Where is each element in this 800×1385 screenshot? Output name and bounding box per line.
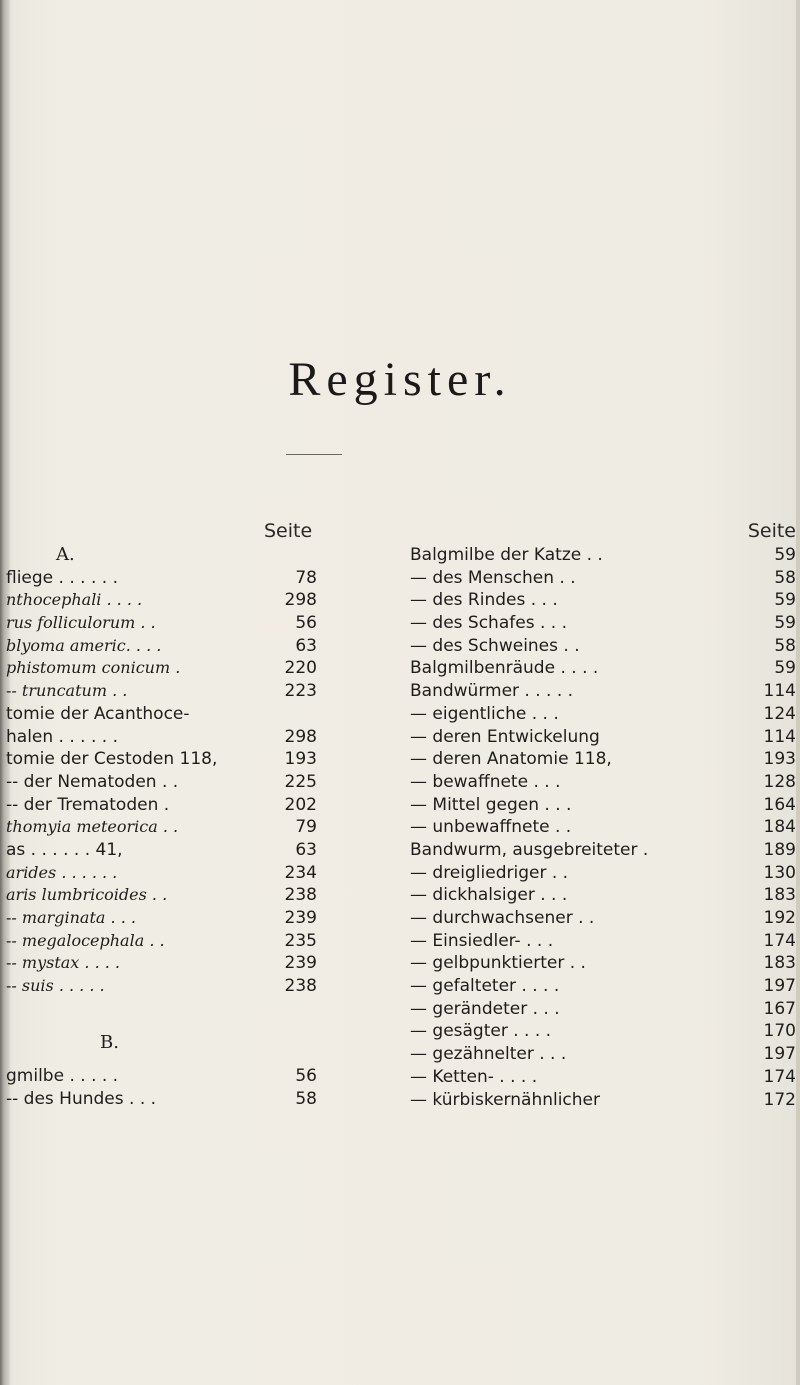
index-entry — [0, 975, 400, 998]
entry-page-number: 167 — [763, 998, 796, 1019]
entry-term: nthocephali . . . . — [6, 590, 143, 610]
index-entry — [410, 1066, 796, 1089]
right-entries — [410, 544, 796, 1111]
entry-term: — dickhalsiger . . . — [410, 885, 568, 906]
entry-term: — Mittel gegen . . . — [410, 794, 572, 815]
entry-term: — kürbiskernähnlicher — [410, 1089, 601, 1110]
index-entry — [410, 952, 796, 975]
entry-page-number: 79 — [295, 817, 317, 838]
index-entry — [410, 680, 796, 703]
entry-page-number: 172 — [763, 1089, 796, 1110]
entry-term: -- megalocephala . . — [6, 930, 165, 950]
index-entry — [410, 1089, 796, 1112]
entry-page-number: 238 — [284, 976, 317, 997]
entry-page-number: 189 — [763, 839, 796, 860]
index-entry — [0, 794, 400, 817]
entry-page-number: 114 — [763, 726, 796, 747]
column-header-seite: Seite — [747, 520, 796, 542]
entry-term: -- mystax . . . . — [6, 953, 120, 973]
entry-page-number: 235 — [284, 930, 317, 951]
entry-page-number: 192 — [763, 908, 796, 928]
index-entry — [0, 952, 400, 975]
entry-term: — gerändeter . . . — [410, 998, 560, 1019]
entry-term: -- truncatum . . — [6, 681, 128, 701]
entry-term: -- der Trematoden . — [6, 794, 170, 815]
entry-term: -- suis . . . . . — [6, 976, 105, 996]
entry-page-number: 174 — [763, 1066, 796, 1087]
entry-term: fliege . . . . . . — [6, 567, 118, 588]
index-entry — [410, 635, 796, 658]
index-entry — [410, 862, 796, 885]
index-entry — [0, 839, 400, 862]
entry-page-number: 63 — [295, 635, 317, 656]
index-entry — [410, 839, 796, 862]
entry-term: rus folliculorum . . — [6, 613, 156, 633]
left-entries — [0, 544, 400, 1111]
entry-term: — gezähnelter . . . — [410, 1044, 567, 1065]
entry-term: Bandwürmer . . . . . — [410, 681, 574, 702]
entry-term: — gelbpunktierter . . — [410, 953, 586, 974]
index-entry — [410, 771, 796, 794]
entry-page-number: 234 — [284, 862, 317, 883]
entry-term: — Ketten- . . . . — [410, 1066, 538, 1087]
index-entry — [0, 907, 400, 930]
entry-page-number: 59 — [774, 613, 796, 634]
index-entry — [410, 612, 796, 635]
index-entry — [410, 544, 796, 567]
index-entry — [410, 794, 796, 817]
entry-term: arides . . . . . . — [6, 862, 118, 882]
entry-page-number: 174 — [763, 930, 796, 951]
index-entry — [0, 726, 400, 749]
index-entry — [0, 567, 400, 590]
entry-term: — deren Anatomie 118, — [410, 749, 612, 770]
entry-term: — des Menschen . . — [410, 567, 576, 588]
entry-page-number: 58 — [774, 567, 796, 588]
entry-page-number: 184 — [763, 817, 796, 838]
entry-page-number: 220 — [284, 658, 317, 679]
entry-page-number: 130 — [763, 862, 796, 883]
entry-page-number: 225 — [284, 771, 317, 792]
index-entry — [410, 589, 796, 612]
entry-page-number: 238 — [284, 885, 317, 906]
page-right-edge — [796, 0, 800, 1385]
entry-term: Balgmilbe der Katze . . — [410, 545, 603, 565]
index-entry — [410, 907, 796, 930]
index-entry — [410, 816, 796, 839]
index-entry — [410, 657, 796, 680]
entry-term: tomie der Acanthoce- — [6, 703, 190, 724]
entry-page-number: 58 — [774, 635, 796, 656]
index-entry — [0, 930, 400, 953]
entry-term: as . . . . . . 41, — [6, 839, 123, 860]
entry-page-number: 124 — [763, 703, 796, 724]
entry-page-number: 239 — [284, 908, 317, 928]
entry-term: -- marginata . . . — [6, 908, 136, 927]
entry-term: phistomum conicum . — [6, 658, 181, 678]
entry-term: Bandwurm, ausgebreiteter . — [410, 839, 649, 860]
index-entry — [0, 1088, 400, 1111]
entry-page-number: 223 — [284, 681, 317, 702]
entry-term: — des Schafes . . . — [410, 613, 567, 634]
entry-page-number: 78 — [295, 567, 317, 588]
entry-page-number: 183 — [763, 885, 796, 906]
index-entry — [0, 816, 400, 839]
entry-page-number: 298 — [284, 726, 317, 747]
entry-page-number: 59 — [774, 590, 796, 611]
entry-page-number: 164 — [763, 794, 796, 815]
index-entry — [410, 1043, 796, 1066]
title-rule — [286, 454, 342, 455]
entry-term: — gesägter . . . . — [410, 1021, 552, 1042]
entry-term: — gefalteter . . . . — [410, 976, 560, 997]
index-entry — [410, 1020, 796, 1043]
entry-term: — deren Entwickelung — [410, 726, 600, 747]
entry-page-number: 59 — [774, 658, 796, 679]
entry-term: -- des Hundes . . . — [6, 1089, 157, 1110]
entry-term: — eigentliche . . . — [410, 703, 559, 724]
entry-term: thomyia meteorica . . — [6, 817, 179, 837]
index-entry — [410, 567, 796, 590]
entry-term: — bewaffnete . . . — [410, 771, 561, 792]
index-entry — [0, 589, 400, 612]
page-title: Register. — [288, 353, 512, 406]
entry-term: aris lumbricoides . . — [6, 885, 168, 905]
entry-page-number: 193 — [763, 749, 796, 770]
entry-page-number: 59 — [774, 545, 796, 565]
section-letter-b: B. — [100, 1032, 119, 1054]
index-entry — [0, 635, 400, 658]
entry-page-number: 114 — [763, 681, 796, 702]
entry-page-number: 239 — [284, 953, 317, 974]
index-entry — [0, 657, 400, 680]
column-header-seite: Seite — [264, 520, 313, 542]
entry-term: — unbewaffnete . . — [410, 817, 572, 838]
section-letter-a: A. — [56, 544, 75, 565]
entry-term: Balgmilbenräude . . . . — [410, 658, 599, 679]
entry-page-number: 128 — [763, 771, 796, 792]
entry-page-number: 202 — [284, 794, 317, 815]
entry-term: — des Rindes . . . — [410, 590, 558, 611]
entry-term: — des Schweines . . — [410, 635, 580, 656]
entry-term: — dreigliedriger . . — [410, 862, 569, 883]
entry-term: — durchwachsener . . — [410, 908, 595, 928]
index-entry — [410, 748, 796, 771]
index-entry — [0, 680, 400, 703]
entry-page-number: 298 — [284, 590, 317, 611]
index-entry — [0, 771, 400, 794]
index-entry — [410, 998, 796, 1021]
entry-page-number: 197 — [763, 1044, 796, 1065]
index-entry — [410, 884, 796, 907]
entry-page-number: 56 — [295, 1066, 317, 1087]
entry-page-number: 170 — [763, 1021, 796, 1042]
entry-term: halen . . . . . . — [6, 726, 118, 747]
entry-page-number: 63 — [295, 839, 317, 860]
index-entry — [0, 1065, 400, 1088]
section-gap — [0, 998, 400, 1021]
index-entry — [0, 612, 400, 635]
index-entry — [0, 703, 400, 726]
entry-term: -- der Nematoden . . — [6, 771, 179, 792]
entry-page-number: 197 — [763, 976, 796, 997]
entry-page-number: 193 — [284, 749, 317, 770]
entry-term: gmilbe . . . . . — [6, 1066, 119, 1087]
index-entry — [0, 862, 400, 885]
index-entry — [0, 884, 400, 907]
index-entry — [410, 726, 796, 749]
entry-term: tomie der Cestoden 118, — [6, 749, 218, 770]
entry-term: blyoma americ. . . . — [6, 635, 162, 655]
index-entry — [410, 930, 796, 953]
entry-page-number: 56 — [295, 613, 317, 634]
index-entry — [410, 975, 796, 998]
index-entry — [0, 748, 400, 771]
entry-term: — Einsiedler- . . . — [410, 930, 554, 951]
index-entry — [410, 703, 796, 726]
entry-page-number: 183 — [763, 953, 796, 974]
entry-page-number: 58 — [295, 1089, 317, 1110]
